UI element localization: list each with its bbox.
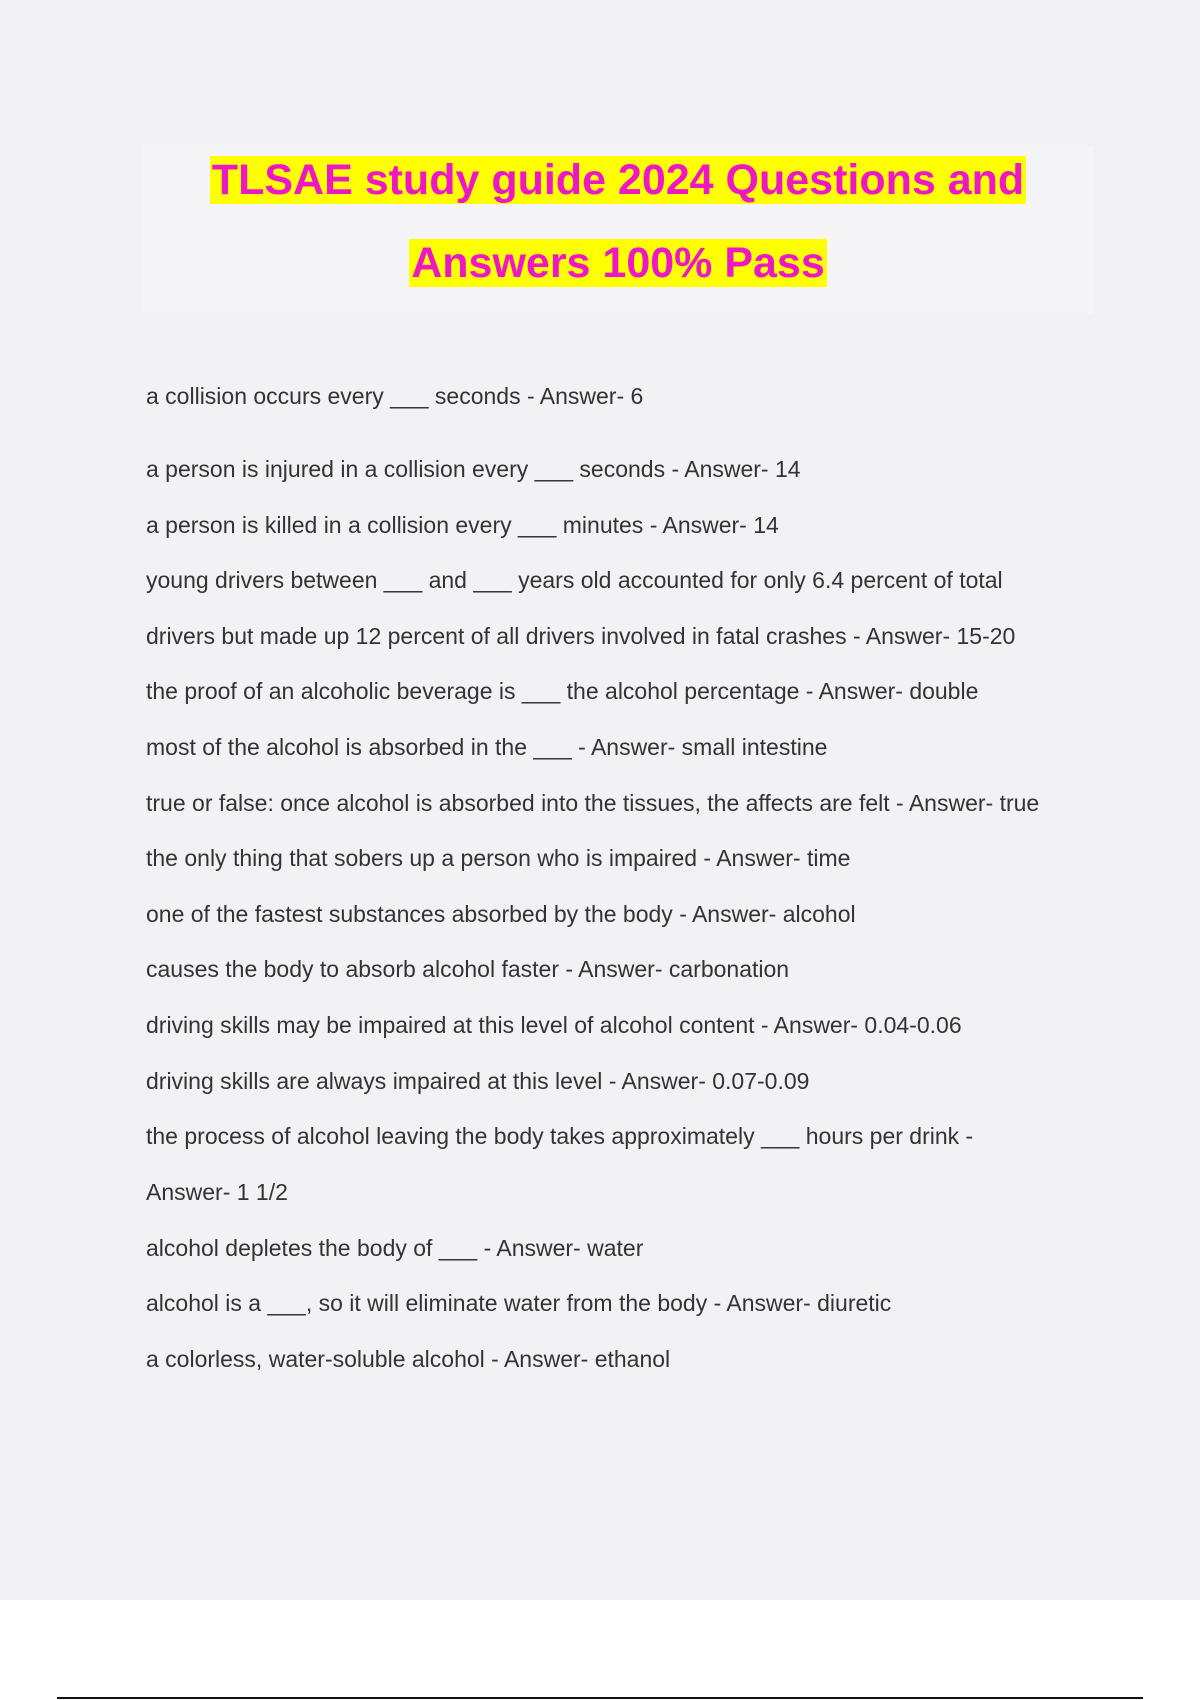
qa-line: a collision occurs every ___ seconds - Answer- 6 [146, 383, 644, 409]
qa-line: driving skills are always impaired at this level - Answer- 0.07-0.09 [146, 1068, 810, 1094]
qa-line: a person is injured in a collision every ___ seconds - Answer- 14 [146, 456, 801, 482]
qa-line: the proof of an alcoholic beverage is ___ the alcohol percentage - Answer- double [146, 678, 979, 704]
qa-line: Answer- 1 1/2 [146, 1179, 288, 1205]
qa-line: the only thing that sobers up a person who is impaired - Answer- time [146, 845, 851, 871]
qa-line: a colorless, water-soluble alcohol - Answer- ethanol [146, 1346, 671, 1372]
qa-line: true or false: once alcohol is absorbed into the tissues, the affects are felt - Answer- true [146, 790, 1040, 816]
title-block [143, 146, 1093, 314]
qa-line: drivers but made up 12 percent of all drivers involved in fatal crashes - Answer- 15-20 [146, 623, 1016, 649]
qa-line: one of the fastest substances absorbed by the body - Answer- alcohol [146, 901, 856, 927]
title-line-1-text: TLSAE study guide 2024 Questions and [211, 156, 1025, 204]
qa-line: alcohol depletes the body of ___ - Answer- water [146, 1235, 644, 1261]
title-line-1 [143, 152, 1093, 208]
qa-line: most of the alcohol is absorbed in the ___ - Answer- small intestine [146, 734, 828, 760]
title-line-2-text: Answers 100% Pass [411, 239, 825, 287]
footer-divider [57, 1697, 1143, 1699]
qa-line: alcohol is a ___, so it will eliminate water from the body - Answer- diuretic [146, 1290, 892, 1316]
qa-line: the process of alcohol leaving the body takes approximately ___ hours per drink - [146, 1123, 974, 1149]
qa-line: young drivers between ___ and ___ years old accounted for only 6.4 percent of total [146, 567, 1003, 593]
qa-line: causes the body to absorb alcohol faster - Answer- carbonation [146, 956, 790, 982]
qa-line: driving skills may be impaired at this level of alcohol content - Answer- 0.04-0.06 [146, 1012, 962, 1038]
qa-line: a person is killed in a collision every ___ minutes - Answer- 14 [146, 512, 779, 538]
title-line-2 [143, 235, 1093, 291]
